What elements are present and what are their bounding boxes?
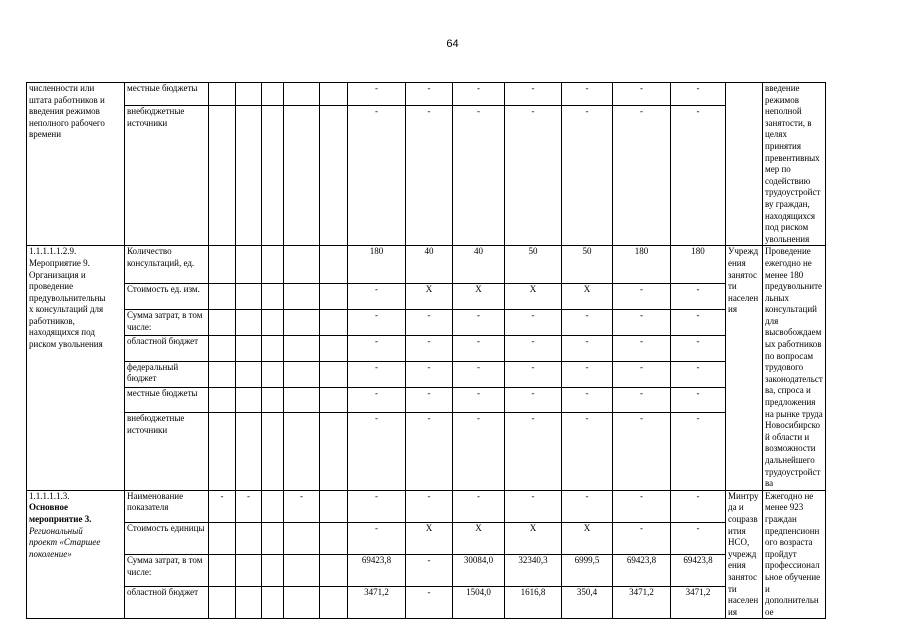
code-cell bbox=[320, 387, 348, 413]
program-table bbox=[26, 82, 885, 619]
code-cell bbox=[320, 246, 348, 284]
code-cell bbox=[262, 490, 284, 522]
activity-name-line: численности или bbox=[29, 83, 95, 93]
code-cell bbox=[236, 387, 262, 413]
code-cell bbox=[236, 310, 262, 336]
code-cell bbox=[284, 310, 320, 336]
value-cell: - bbox=[613, 522, 671, 554]
code-cell bbox=[262, 522, 284, 554]
value-cell: - bbox=[562, 361, 613, 387]
activity-name-line: времени bbox=[29, 129, 62, 140]
value-cell: - bbox=[613, 83, 671, 106]
value-cell: - bbox=[453, 336, 505, 362]
value-cell: - bbox=[613, 361, 671, 387]
value-cell: - bbox=[406, 413, 453, 490]
indicator-cell: Сумма затрат, в том числе: bbox=[125, 310, 209, 336]
value-cell: 40 bbox=[453, 246, 505, 284]
value-cell: 180 bbox=[348, 246, 406, 284]
code-cell bbox=[209, 522, 236, 554]
activity-name-line: х консультаций для bbox=[29, 304, 104, 315]
value-cell: - bbox=[671, 83, 726, 106]
value-cell: 1616,8 bbox=[505, 587, 562, 619]
value-cell: - bbox=[613, 336, 671, 362]
activity-name-line: проект «Старшее bbox=[29, 537, 101, 548]
value-cell: 3471,2 bbox=[671, 587, 726, 619]
code-cell bbox=[262, 387, 284, 413]
value-cell: - bbox=[453, 106, 505, 246]
activity-name-cell bbox=[27, 83, 125, 246]
value-cell: 3471,2 bbox=[613, 587, 671, 619]
executor-cell: Минтруда и соцразвития НСО, учреждения занятости населения bbox=[726, 490, 763, 619]
value-cell: X bbox=[505, 284, 562, 310]
value-cell: - bbox=[671, 490, 726, 522]
activity-name-line: Основное bbox=[29, 502, 68, 513]
code-cell bbox=[320, 555, 348, 587]
value-cell: X bbox=[406, 284, 453, 310]
activity-name-line: 1.1.1.1.1.3. bbox=[29, 490, 70, 501]
activity-name-line: риском увольнения bbox=[29, 339, 103, 350]
indicator-cell: местные бюджеты bbox=[125, 83, 209, 106]
table-row bbox=[27, 246, 885, 284]
value-cell: - bbox=[406, 106, 453, 246]
indicator-cell: областной бюджет bbox=[125, 587, 209, 619]
value-cell: - bbox=[562, 387, 613, 413]
value-cell: - bbox=[671, 284, 726, 310]
code-cell bbox=[209, 336, 236, 362]
value-cell: X bbox=[453, 284, 505, 310]
value-cell: - bbox=[613, 413, 671, 490]
activity-name-line: поколение» bbox=[29, 548, 72, 559]
code-cell bbox=[236, 361, 262, 387]
value-cell: - bbox=[613, 490, 671, 522]
value-cell: - bbox=[453, 361, 505, 387]
value-cell: - bbox=[406, 587, 453, 619]
indicator-cell: Наименование показателя bbox=[125, 490, 209, 522]
code-cell bbox=[284, 284, 320, 310]
code-cell: - bbox=[209, 490, 236, 522]
code-cell bbox=[284, 246, 320, 284]
value-cell: - bbox=[562, 310, 613, 336]
value-cell: - bbox=[562, 336, 613, 362]
value-cell: - bbox=[505, 490, 562, 522]
activity-name-line: мероприятие 3. bbox=[29, 513, 92, 524]
value-cell: 69423,8 bbox=[613, 555, 671, 587]
value-cell: 350,4 bbox=[562, 587, 613, 619]
code-cell bbox=[236, 83, 262, 106]
value-cell: - bbox=[406, 336, 453, 362]
indicator-cell: местные бюджеты bbox=[125, 387, 209, 413]
value-cell: - bbox=[406, 490, 453, 522]
activity-name-line: предувольнительны bbox=[29, 292, 106, 303]
value-cell: - bbox=[348, 284, 406, 310]
value-cell: - bbox=[671, 387, 726, 413]
value-cell: - bbox=[348, 522, 406, 554]
value-cell: - bbox=[613, 106, 671, 246]
code-cell bbox=[284, 413, 320, 490]
code-cell bbox=[236, 284, 262, 310]
value-cell: - bbox=[562, 490, 613, 522]
code-cell bbox=[284, 83, 320, 106]
page-number: 64 bbox=[446, 38, 459, 50]
value-cell: - bbox=[348, 336, 406, 362]
indicator-cell: внебюджетные источники bbox=[125, 106, 209, 246]
activity-name-line: неполного рабочего bbox=[29, 117, 105, 128]
code-cell bbox=[209, 83, 236, 106]
code-cell bbox=[320, 587, 348, 619]
value-cell: 50 bbox=[562, 246, 613, 284]
indicator-cell: Стоимость ед. изм. bbox=[125, 284, 209, 310]
value-cell: 1504,0 bbox=[453, 587, 505, 619]
value-cell: - bbox=[505, 310, 562, 336]
code-cell bbox=[209, 587, 236, 619]
value-cell: - bbox=[453, 490, 505, 522]
value-cell: - bbox=[453, 310, 505, 336]
expected-result-cell: Проведение ежегодно не менее 180 предувольнительных консультаций для высвобождаемых работников по вопросам трудового законодательства, спроса и предложения на рынке труда Новосибирской области и возможности дальнейшего трудоустройства bbox=[763, 246, 826, 490]
activity-name-line: Мероприятие 9. bbox=[29, 257, 90, 268]
code-cell bbox=[236, 336, 262, 362]
code-cell bbox=[262, 83, 284, 106]
code-cell bbox=[284, 106, 320, 246]
indicator-cell: внебюджетные источники bbox=[125, 413, 209, 490]
code-cell bbox=[262, 555, 284, 587]
code-cell bbox=[209, 413, 236, 490]
value-cell: - bbox=[505, 106, 562, 246]
value-cell: - bbox=[348, 83, 406, 106]
value-cell: X bbox=[562, 522, 613, 554]
code-cell bbox=[320, 522, 348, 554]
code-cell bbox=[320, 361, 348, 387]
table-row bbox=[27, 83, 885, 106]
value-cell: - bbox=[348, 361, 406, 387]
code-cell bbox=[262, 310, 284, 336]
code-cell bbox=[262, 106, 284, 246]
value-cell: - bbox=[671, 336, 726, 362]
code-cell bbox=[209, 555, 236, 587]
code-cell bbox=[262, 246, 284, 284]
code-cell bbox=[236, 246, 262, 284]
value-cell: X bbox=[406, 522, 453, 554]
value-cell: - bbox=[505, 387, 562, 413]
value-cell: - bbox=[406, 310, 453, 336]
value-cell: - bbox=[671, 522, 726, 554]
value-cell: - bbox=[348, 106, 406, 246]
code-cell: - bbox=[236, 490, 262, 522]
activity-name-line: Организация и bbox=[29, 269, 86, 280]
activity-name-line: проведение bbox=[29, 281, 74, 292]
code-cell bbox=[209, 106, 236, 246]
code-cell bbox=[320, 490, 348, 522]
value-cell: 32340,3 bbox=[505, 555, 562, 587]
code-cell bbox=[262, 361, 284, 387]
code-cell bbox=[320, 106, 348, 246]
value-cell: - bbox=[505, 336, 562, 362]
code-cell bbox=[284, 522, 320, 554]
value-cell: - bbox=[562, 83, 613, 106]
code-cell bbox=[209, 310, 236, 336]
activity-name-line: находящихся под bbox=[29, 327, 95, 338]
value-cell: X bbox=[453, 522, 505, 554]
value-cell: - bbox=[505, 361, 562, 387]
activity-name-line: штата работников и bbox=[29, 94, 105, 105]
value-cell: - bbox=[453, 387, 505, 413]
code-cell bbox=[320, 310, 348, 336]
indicator-cell: Сумма затрат, в том числе: bbox=[125, 555, 209, 587]
activity-name-line: введения режимов bbox=[29, 106, 100, 117]
value-cell: - bbox=[671, 361, 726, 387]
code-cell bbox=[284, 336, 320, 362]
code-cell bbox=[236, 555, 262, 587]
code-cell bbox=[320, 336, 348, 362]
code-cell bbox=[284, 555, 320, 587]
code-cell bbox=[284, 387, 320, 413]
value-cell: - bbox=[613, 284, 671, 310]
value-cell: - bbox=[671, 106, 726, 246]
value-cell: 180 bbox=[613, 246, 671, 284]
executor-cell: Учреждения занятости населения bbox=[726, 246, 763, 490]
value-cell: 69423,8 bbox=[671, 555, 726, 587]
code-cell bbox=[236, 413, 262, 490]
value-cell: - bbox=[406, 361, 453, 387]
executor-cell bbox=[726, 83, 763, 246]
value-cell: 50 bbox=[505, 246, 562, 284]
value-cell: - bbox=[562, 106, 613, 246]
value-cell: - bbox=[453, 413, 505, 490]
value-cell: 6999,5 bbox=[562, 555, 613, 587]
expected-result-cell: введение режимов неполной занятости, в целях принятия превентивных мер по содействию трудоустройству граждан, находящихся под риском увольнения bbox=[763, 83, 826, 246]
value-cell: - bbox=[348, 490, 406, 522]
value-cell: 40 bbox=[406, 246, 453, 284]
code-cell bbox=[209, 246, 236, 284]
code-cell bbox=[209, 387, 236, 413]
value-cell: 30084,0 bbox=[453, 555, 505, 587]
indicator-cell: федеральный бюджет bbox=[125, 361, 209, 387]
code-cell: - bbox=[284, 490, 320, 522]
code-cell bbox=[236, 587, 262, 619]
code-cell bbox=[320, 83, 348, 106]
value-cell: - bbox=[562, 413, 613, 490]
code-cell bbox=[320, 413, 348, 490]
value-cell: - bbox=[348, 310, 406, 336]
activity-name-cell bbox=[27, 246, 125, 490]
activity-name-cell bbox=[27, 490, 125, 619]
value-cell: - bbox=[348, 413, 406, 490]
activity-name-line: Региональный bbox=[29, 525, 83, 536]
value-cell: 3471,2 bbox=[348, 587, 406, 619]
indicator-cell: Количество консультаций, ед. bbox=[125, 246, 209, 284]
activity-name-line: 1.1.1.1.1.2.9. bbox=[29, 246, 77, 257]
value-cell: - bbox=[406, 555, 453, 587]
expected-result-cell: Ежегодно не менее 923 граждан предпенсионного возраста пройдут профессиональное обучение и дополнительное bbox=[763, 490, 826, 619]
code-cell bbox=[284, 587, 320, 619]
value-cell: 180 bbox=[671, 246, 726, 284]
value-cell: X bbox=[505, 522, 562, 554]
value-cell: - bbox=[505, 413, 562, 490]
indicator-cell: областной бюджет bbox=[125, 336, 209, 362]
code-cell bbox=[320, 284, 348, 310]
value-cell: X bbox=[562, 284, 613, 310]
code-cell bbox=[262, 284, 284, 310]
value-cell: - bbox=[613, 310, 671, 336]
code-cell bbox=[236, 522, 262, 554]
code-cell bbox=[209, 361, 236, 387]
code-cell bbox=[262, 336, 284, 362]
code-cell bbox=[236, 106, 262, 246]
indicator-cell: Стоимость единицы bbox=[125, 522, 209, 554]
value-cell: - bbox=[348, 387, 406, 413]
code-cell bbox=[262, 413, 284, 490]
value-cell: - bbox=[613, 387, 671, 413]
value-cell: - bbox=[671, 310, 726, 336]
value-cell: - bbox=[453, 83, 505, 106]
value-cell: - bbox=[406, 387, 453, 413]
code-cell bbox=[209, 284, 236, 310]
table-row bbox=[27, 490, 885, 522]
value-cell: - bbox=[671, 413, 726, 490]
value-cell: - bbox=[505, 83, 562, 106]
code-cell bbox=[284, 361, 320, 387]
activity-name-line: работников, bbox=[29, 315, 75, 326]
value-cell: 69423,8 bbox=[348, 555, 406, 587]
code-cell bbox=[262, 587, 284, 619]
value-cell: - bbox=[406, 83, 453, 106]
